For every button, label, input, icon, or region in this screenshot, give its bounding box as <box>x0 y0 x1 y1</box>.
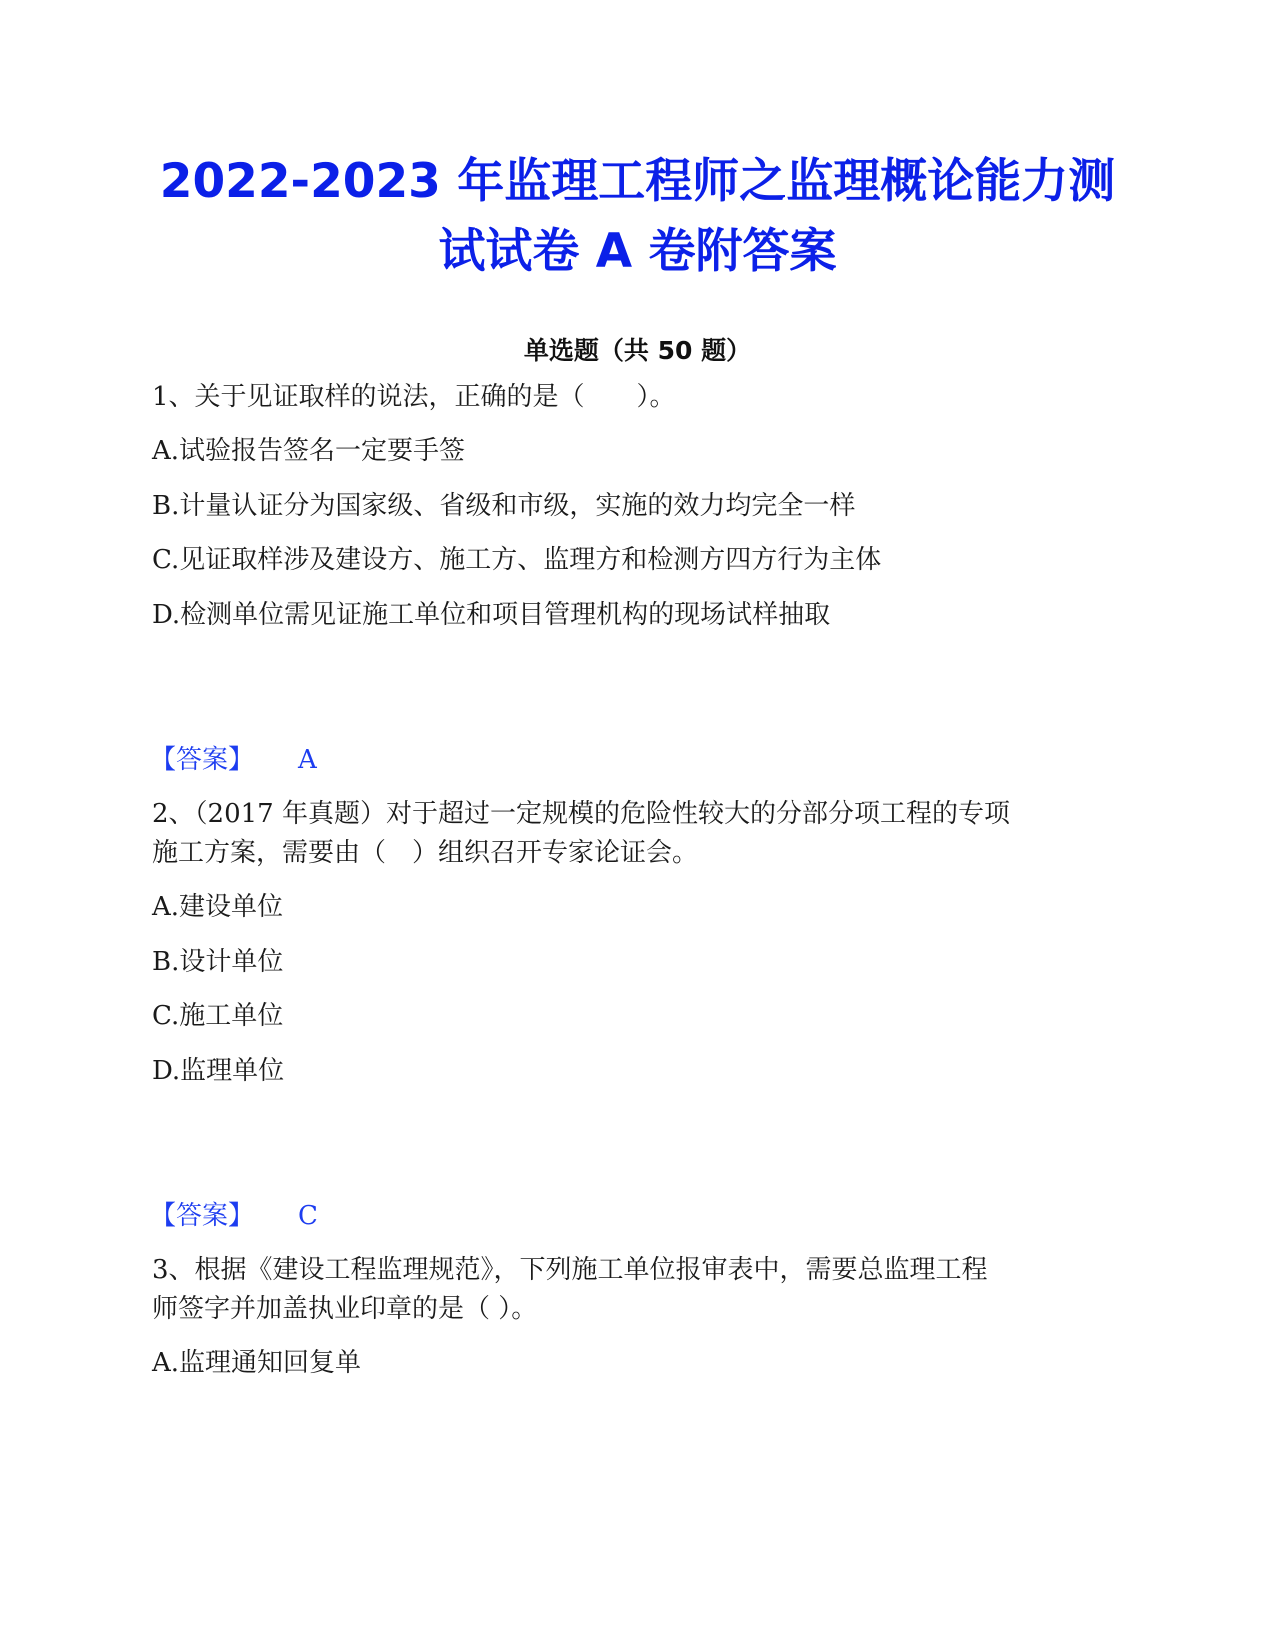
question-2-option-c: C.施工单位 <box>152 1001 284 1031</box>
question-2-option-b: B.设计单位 <box>152 947 284 977</box>
document-title-line-2: 试试卷 A 卷附答案 <box>438 224 837 279</box>
question-2-option-a: A.建设单位 <box>152 892 284 922</box>
question-1-answer <box>150 740 317 780</box>
section-heading: 单选题（共 50 题） <box>523 336 752 365</box>
answer-label: 【答案】 <box>150 1201 255 1231</box>
question-1-option-a: A.试验报告签名一定要手签 <box>152 436 466 466</box>
document-title-line-1: 2022-2023 年监理工程师之监理概论能力测 <box>159 154 1116 209</box>
question-2-stem-line-1: 2、（2017 年真题）对于超过一定规模的危险性较大的分部分项工程的专项 <box>152 799 1010 829</box>
question-1-option-d: D.检测单位需见证施工单位和项目管理机构的现场试样抽取 <box>152 600 831 630</box>
answer-value: A <box>298 745 317 775</box>
question-3-stem-line-1: 3、根据《建设工程监理规范》，下列施工单位报审表中，需要总监理工程 <box>152 1255 988 1285</box>
question-3-option-a: A.监理通知回复单 <box>152 1348 362 1378</box>
question-2-option-d: D.监理单位 <box>152 1056 285 1086</box>
question-1-stem: 1、关于见证取样的说法，正确的是（ ）。 <box>152 382 676 412</box>
question-1-option-b: B.计量认证分为国家级、省级和市级，实施的效力均完全一样 <box>152 491 856 521</box>
question-2-stem-line-2: 施工方案，需要由（ ）组织召开专家论证会。 <box>152 838 699 868</box>
question-1-option-c: C.见证取样涉及建设方、施工方、监理方和检测方四方行为主体 <box>152 545 882 575</box>
question-3-stem-line-2: 师签字并加盖执业印章的是（ ）。 <box>152 1294 538 1324</box>
answer-value: C <box>298 1201 318 1231</box>
question-2-answer <box>150 1196 318 1236</box>
answer-label: 【答案】 <box>150 745 255 775</box>
